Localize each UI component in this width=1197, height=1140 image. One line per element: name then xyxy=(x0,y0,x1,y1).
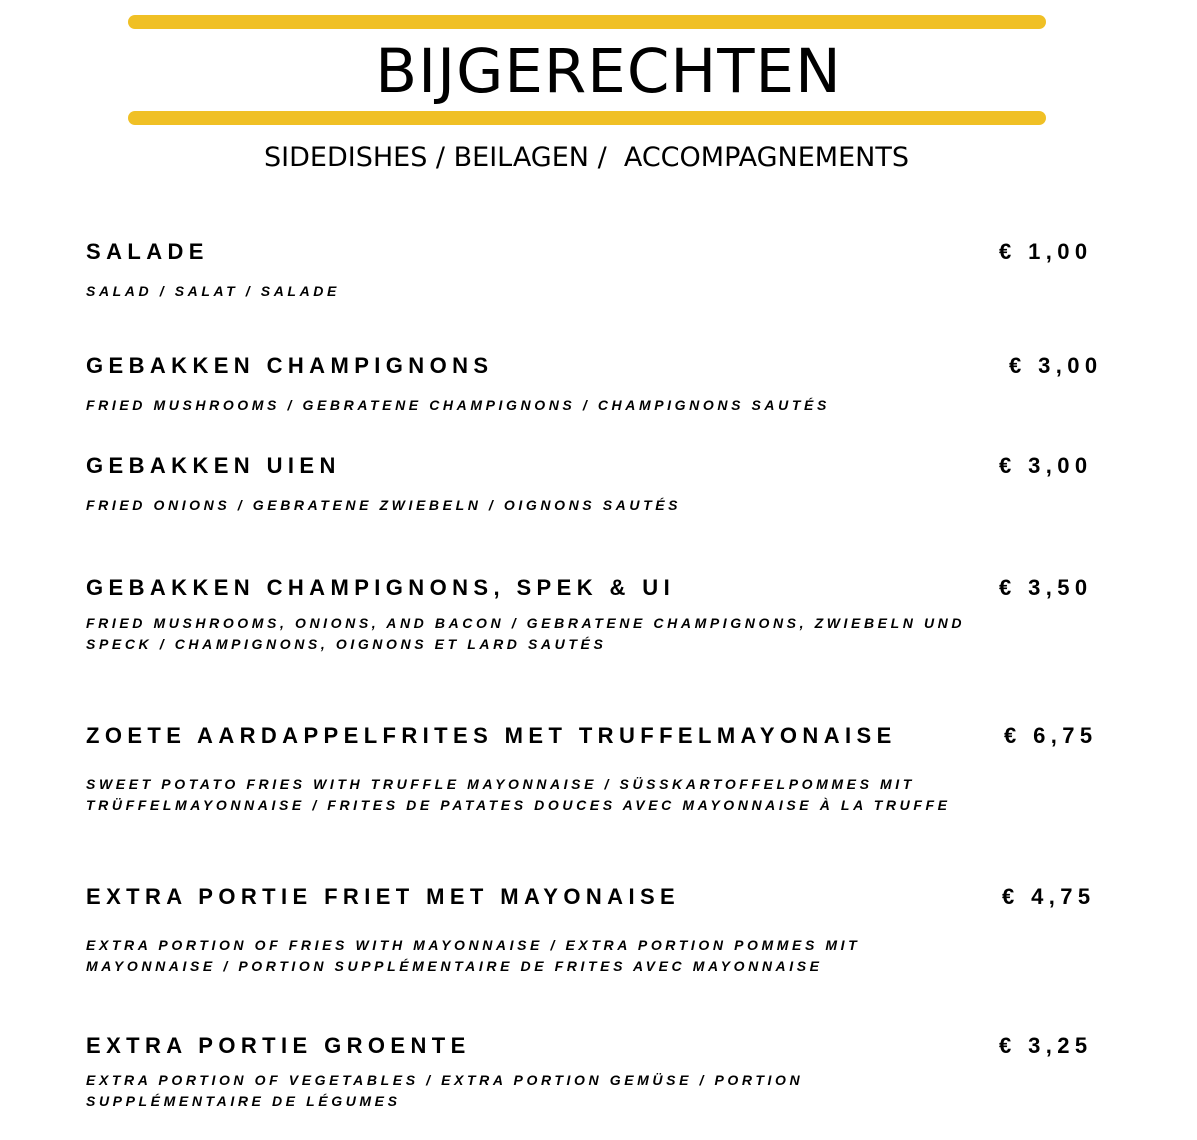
item-name: EXTRA PORTIE GROENTE xyxy=(86,1033,471,1058)
item-name: GEBAKKEN UIEN xyxy=(86,453,341,478)
top-accent-bar xyxy=(128,15,1046,29)
item-description: FRIED ONIONS / GEBRATENE ZWIEBELN / OIGNONS SAUTÉS xyxy=(86,497,682,513)
item-price: € 4,75 xyxy=(1002,884,1096,909)
item-price: € 3,50 xyxy=(999,575,1093,600)
page-title: BIJGERECHTEN xyxy=(375,36,842,107)
item-price: € 6,75 xyxy=(1004,723,1098,748)
item-name: GEBAKKEN CHAMPIGNONS, SPEK & UI xyxy=(86,575,676,600)
item-description: FRIED MUSHROOMS, ONIONS, AND BACON / GEBRATENE CHAMPIGNONS, ZWIEBELN UND SPECK / CHAMPIGNONS, OIGNONS ET LARD SAUTÉS xyxy=(86,615,966,652)
bottom-accent-bar xyxy=(128,111,1046,125)
item-name: SALADE xyxy=(86,239,209,264)
item-description: EXTRA PORTION OF VEGETABLES / EXTRA PORTION GEMÜSE / PORTION SUPPLÉMENTAIRE DE LÉGUMES xyxy=(86,1072,804,1109)
item-name: EXTRA PORTIE FRIET MET MAYONAISE xyxy=(86,884,681,909)
item-price: € 3,25 xyxy=(999,1033,1093,1058)
item-description: EXTRA PORTION OF FRIES WITH MAYONNAISE / EXTRA PORTION POMMES MIT MAYONNAISE / PORTION SUPPLÉMENTAIRE DE FRITES AVEC MAYONNAISE xyxy=(86,937,861,974)
item-description: SWEET POTATO FRIES WITH TRUFFLE MAYONNAISE / SÜSSKARTOFFELPOMMES MIT TRÜFFELMAYONNAISE / FRITES DE PATATES DOUCES AVEC MAYONNAISE À LA TRUFFE xyxy=(86,776,951,813)
item-name: GEBAKKEN CHAMPIGNONS xyxy=(86,353,494,378)
item-price: € 3,00 xyxy=(999,453,1093,478)
item-name: ZOETE AARDAPPELFRITES MET TRUFFELMAYONAISE xyxy=(86,723,897,748)
item-description: FRIED MUSHROOMS / GEBRATENE CHAMPIGNONS / CHAMPIGNONS SAUTÉS xyxy=(86,397,830,413)
item-description: SALAD / SALAT / SALADE xyxy=(86,283,340,299)
item-price: € 3,00 xyxy=(1009,353,1103,378)
item-price: € 1,00 xyxy=(999,239,1093,264)
page-subtitle: SIDEDISHES / BEILAGEN / ACCOMPAGNEMENTS xyxy=(264,142,909,173)
